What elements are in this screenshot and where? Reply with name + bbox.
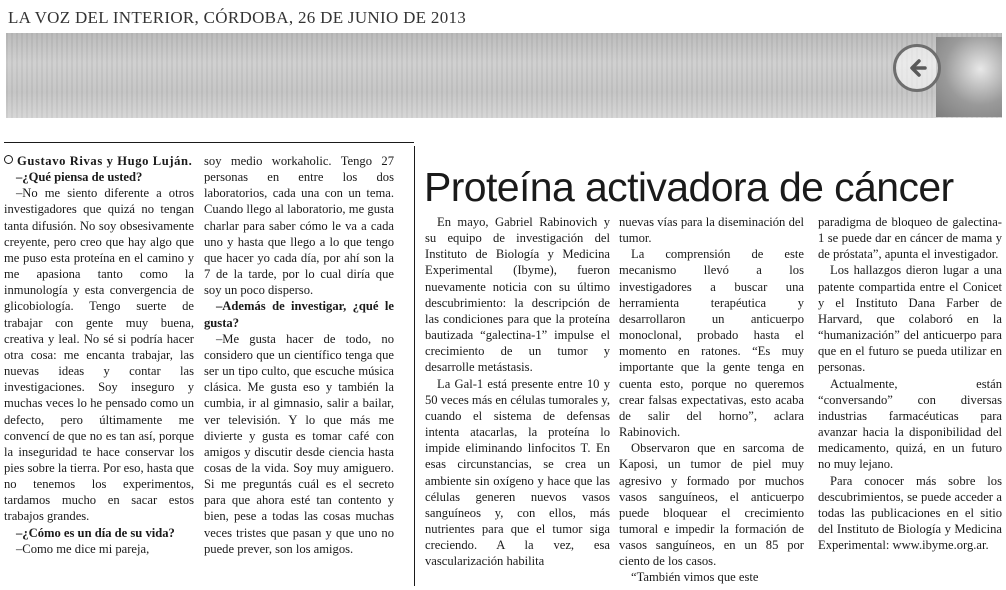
interview-question: –¿Qué piensa de usted? — [16, 170, 143, 185]
article-paragraph: Actualmente, están “conversando” con diversas industrias farmacéuticas para avanzar hacia la disponibilidad del medicamento, quizá, en un futuro no muy lejano. — [818, 376, 1002, 472]
interview-answer: –No me siento diferente a otros investigadores que quizá no tengan tanta difusión. No soy obsesivamente creyente, pero creo que hay algo que me puso esta proteína en el camino y me apasiona tanto como la inmunología y esta convergencia de glicobiología. Tengo suerte de trabajar con gente muy buena, creativa y leal. No sé si podría hacer otra cosa: me encanta trabajar, las nuevas ideas y contar las investigaciones. Soy inseguro y muchas veces lo he pensado como un defecto, pero últimamente me convencí de que no es tan así, porque la inseguridad te hace conservar los pies sobre la tierra. Por eso, hasta que no tenemos los experimentos, tardamos mucho en sacar estos trabajos grandes. — [4, 186, 194, 524]
photo-texture — [6, 33, 1002, 118]
interview-column-1 — [4, 153, 194, 557]
interview-answer: soy medio workaholic. Tengo 27 personas en entre los dos laboratorios, cada una con un tema. Cuando llego al laboratorio, me gusta charlar para saber cómo le va a cada uno y hasta que llego a lo que tengo que hacer yo cada día, por ahí son la 7 de la tarde, por lo cual diría que soy un poco disperso. — [204, 154, 394, 298]
byline-bullet-icon — [4, 155, 13, 164]
interview-column-2 — [204, 153, 394, 557]
article-paragraph: En mayo, Gabriel Rabinovich y su equipo de investigación del Instituto de Biología y Medicina Experimental (Ibyme), fueron nuevamente noticia con su último descubrimiento: la descripción de las condiciones para que la proteína bautizada “galectina-1” impulse el crecimiento de un tumor y desarrolle metástasis. — [425, 215, 610, 375]
interview-answer: –Como me dice mi pareja, — [16, 541, 150, 556]
back-arrow-icon — [904, 55, 930, 81]
column-rule — [4, 142, 414, 143]
byline: Gustavo Rivas y Hugo Luján. — [4, 153, 194, 169]
article-paragraph: La Gal-1 está presente entre 10 y 50 veces más en células tumorales y, cuando el sistema de defensas intenta atacarlas, la proteína lo impide eliminando linfocitos T. En esas circunstancias, se crea un ambiente sin oxígeno y hace que las células generen nuevos vasos sanguíneos y, con ellos, más nutrientes para que el tumor siga creciendo. A la vez, esa vascularización habilita — [425, 376, 610, 569]
photo-figure — [936, 37, 1002, 117]
article-paragraph: Los hallazgos dieron lugar a una patente compartida entre el Conicet y el Instituto Dana Farber de Harvard, que colaboró en la “humanización” del anticuerpo para que en el futuro se pueda utilizar en personas. — [818, 263, 1002, 375]
article-column-1 — [425, 214, 610, 569]
back-arrow-button[interactable] — [893, 44, 941, 92]
article-paragraph: nuevas vías para la diseminación del tumor. — [619, 215, 804, 246]
masthead-dateline: LA VOZ DEL INTERIOR, CÓRDOBA, 26 DE JUNIO DE 2013 — [8, 8, 467, 27]
article-headline: Proteína activadora de cáncer — [424, 164, 954, 211]
article-paragraph: “También vimos que este — [631, 570, 759, 585]
article-paragraph: Para conocer más sobre los descubrimientos, se puede acceder a todas las publicaciones en el sitio del Instituto de Biología y Medicina Experimental: www.ibyme.org.ar. — [818, 473, 1002, 553]
article-column-3 — [818, 214, 1002, 553]
column-divider — [414, 146, 415, 586]
interview-question: –¿Cómo es un día de su vida? — [16, 525, 175, 540]
interview-answer: –Me gusta hacer de todo, no considero que un científico tenga que ser un tipo culto, que escuche música clásica. Me gusta eso y también la cumbia, ir al gimnasio, salir a bailar, ver televisión. Y lo que más me divierte y gusta es tomar café con amigos y discutir desde ciencia hasta cosas de la vida. Soy muy amiguero. Si me preguntás cuál es el secreto para que ahora esté tan contento y bien, pese a todas las cosas muchas veces tristes que pasan y que uno no puede prever, son los amigos. — [204, 331, 394, 556]
article-paragraph: paradigma de bloqueo de galectina-1 se puede dar en cáncer de mama y de próstata”, apunta el investigador. — [818, 215, 1002, 262]
article-paragraph: La comprensión de este mecanismo llevó a los investigadores a buscar una herramienta terapéutica y desarrollaron un anticuerpo monoclonal, probado hasta el momento en ratones. “Es muy importante que la gente tenga en cuenta esto, porque no queremos crear falsas expectativas, esto acaba de salir del horno”, aclara Rabinovich. — [619, 247, 804, 440]
article-column-2 — [619, 214, 804, 586]
article-paragraph: Observaron que en sarcoma de Kaposi, un tumor de piel muy agresivo y formado por muchos vasos sanguíneos, el anticuerpo puede bloquear el crecimiento tumoral e impedir la formación de vasos sanguíneos, en un 85 por ciento de los casos. — [619, 441, 804, 569]
photo-strip — [6, 33, 1002, 118]
interview-question: –Además de investigar, ¿qué le gusta? — [204, 299, 394, 330]
